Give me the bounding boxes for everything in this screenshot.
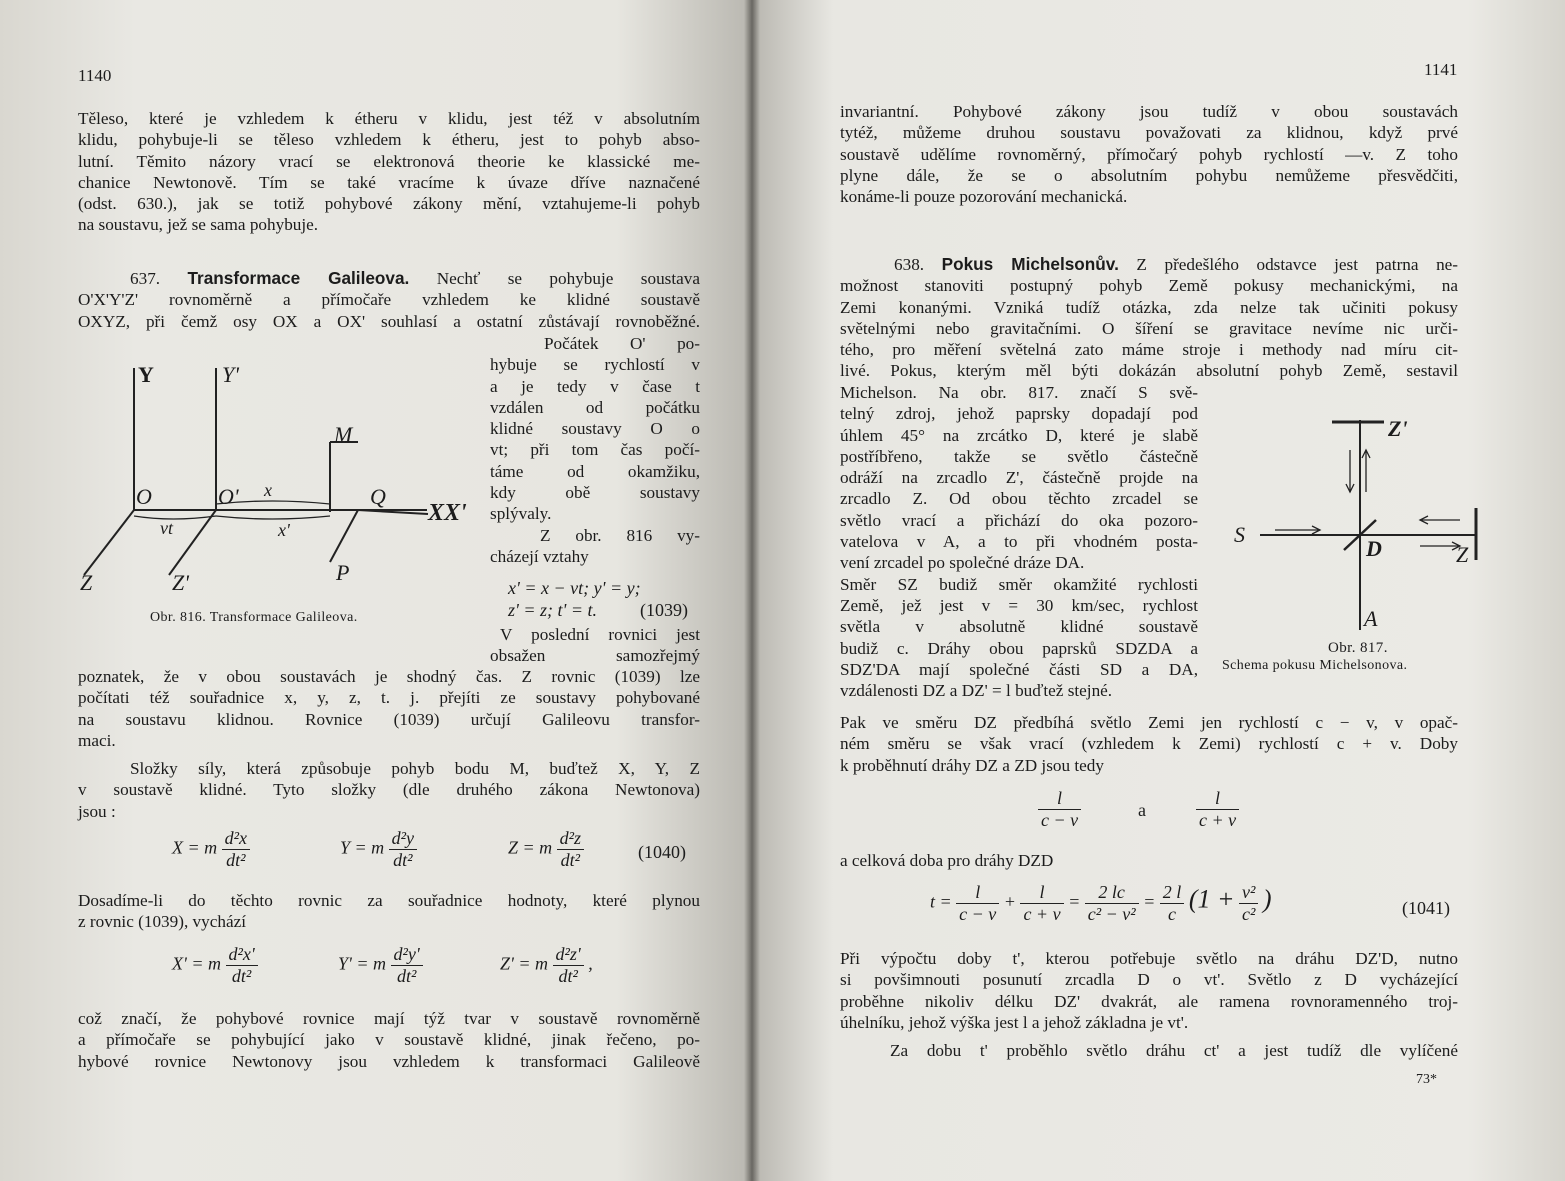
text-line: hybové rovnice Newtonovy jsou vzhledem k transformaci Galileově [78,1051,700,1071]
section-638 [840,254,1458,382]
equation-1040-x [172,828,250,871]
eq-lhs: Z' = m [500,953,549,974]
text-line: Pak ve směru DZ předbíhá světlo Zemi jen rychlostí c − v, v opač- [840,713,1458,732]
text-line: tytéž, můžeme druhou soustavu považovati za klidnou, když prvé [840,123,1458,143]
figure-817 [1220,400,1490,640]
text-line: konáme-li pouze pozorování mechanická. [840,187,1128,207]
label-d: D [1366,536,1382,561]
section-title: Pokus Michelsonův. [941,254,1119,274]
text-line: lutní. Těmito názory vrací se elektronová theorie ke klassické me- [78,151,700,171]
section-number: 637. [130,269,161,288]
book-gutter [744,0,760,1181]
label-xx-prime: XX' [428,500,467,526]
text-line: Složky síly, která způsobuje pohyb bodu M, buďtež X, Y, Z [130,759,700,778]
paren-open: (1 + [1188,884,1235,914]
denominator: dt² [393,850,413,870]
denominator: dt² [396,966,417,986]
text-line: V poslední rovnici jest [500,625,700,644]
label-y-prime: Y' [222,362,239,387]
fraction [1196,788,1239,831]
text-line: vatelova v A, a to při vhodném posta- [840,532,1198,552]
text-line: na soustavu klidnou. Rovnice (1039) určují Galileovu transfor- [78,709,700,729]
left-page [0,0,752,1181]
denominator: c + v [1199,810,1237,830]
fraction [1020,882,1063,925]
denominator: dt² [226,850,246,870]
figure-816-caption: Obr. 816. Transformace Galileova. [150,610,358,625]
numerator: d²x' [226,944,258,966]
numerator: l [956,882,999,904]
numerator: l [1196,788,1239,810]
equation-prime-y [338,944,423,987]
text-line: hybuje se rychlostí v [490,355,700,375]
label-p: P [336,560,350,585]
text-line: světlo vrací a přichází do oka pozoro- [840,510,1198,530]
numerator: d²z [557,828,584,850]
text-line: budiž c. Dráhy obou paprsků SDZDA a [840,638,1198,658]
label-x-prime: x' [278,520,290,540]
equation-1040-number: (1040) [638,842,686,862]
equation-prime-z [500,944,593,987]
text-line: vzdálenosti DZ a DZ' = l buďtež stejné. [840,681,1113,701]
text-line: cházejí vztahy [490,546,589,566]
denominator: c − v [959,904,997,924]
text-line: postříbřeno, takže se světlo částečně [840,446,1198,466]
eq-lhs: t = [930,891,952,912]
axis-z [84,510,134,575]
text-line: O'X'Y'Z' rovnoměrně a přímočaře vzhledem ke klidné soustavě [78,290,700,310]
fraction [222,828,250,871]
text-line: což značí, že pohybové rovnice mají týž tvar v soustavě rovnoměrně [78,1009,700,1028]
figure-817-caption-1: Obr. 817. [1328,640,1388,656]
text-line: SDZ'DA mají společné části SD a DA, [840,659,1198,679]
eq-lhs: Y = m [340,837,385,858]
text-line: a celková doba pro dráhy DZD [840,851,1054,870]
text-line: obsažen samozřejmý [490,646,700,666]
paren-close: ) [1262,884,1272,914]
denominator: dt² [558,966,578,986]
equation-1041 [930,882,1272,925]
text-line: světla v absolutně klidné soustavě [840,617,1198,637]
label-y: Y [138,362,154,387]
text-line: zrcadlo Z. Od obou těchto zrcadel se [840,489,1198,509]
label-o: O [136,484,152,509]
line-p [330,510,358,562]
text-line: Dosadíme-li do těchto rovnic za souřadnice hodnoty, které plynou [78,891,700,910]
text-line: splývaly. [490,504,552,524]
label-vt: vt [160,518,173,538]
fraction [1239,882,1258,925]
text-line: ném směru se však vrací (vzhledem k Zemi) rychlostí c + v. Doby [840,734,1458,754]
paragraph-side [490,333,700,567]
section-lead: Nechť se pohybuje soustava [436,269,700,288]
label-x: x [264,480,272,500]
equation-1040-y [340,828,417,871]
paragraph-final [840,1040,1458,1061]
paragraph-mirror-shift [840,948,1458,1033]
text-line: invariantní. Pohybové zákony jsou tudíž v obou soustavách [840,102,1458,121]
label-z: Z [1456,542,1469,567]
text-line: Z obr. 816 vy- [540,525,700,545]
numerator: 2 lc [1085,882,1139,904]
fraction [1160,882,1185,925]
word-a: a [1138,800,1146,820]
figure-816 [72,350,492,635]
text-line: odráží na zrcadlo Z', částečně projde na [840,468,1198,488]
text-line: tého, pro měření světelná zato máme stroje i methody nad míru cit- [840,340,1458,360]
text-line: vzdálen od počátku [490,397,700,417]
numerator: d²y' [391,944,423,966]
text-line: maci. [78,730,116,750]
denominator: c² − v² [1087,904,1136,924]
text-line: si povšimnouti posunutí zrcadla D o vt'. Světlo z D vycházející [840,970,1458,990]
eq-lhs: Y' = m [338,953,387,974]
fraction [553,944,584,987]
denominator: dt² [560,850,581,870]
eq-lhs: X' = m [172,953,221,974]
equation-1039-number: (1039) [640,600,688,620]
denominator: c² [1242,904,1256,924]
label-o-prime: O' [218,484,239,509]
brace-vt [134,516,216,519]
label-q: Q [370,484,386,509]
equation-prime-x [172,944,258,987]
numerator: d²z' [553,944,584,966]
section-637 [78,268,700,332]
equation-1039-line2: z' = z; t' = t. [508,600,597,620]
denominator: dt² [231,966,252,986]
operator: = [1143,891,1156,912]
paragraph-intro [78,108,700,236]
equation-1039-line1: x' = x − vt; y' = y; [508,578,641,598]
text-line: na soustavu, jež se sama pohybuje. [78,215,319,235]
equation-1041-number: (1041) [1402,898,1450,918]
text-line: Těleso, které je vzhledem k étheru v klidu, jest též v absolutním [78,109,700,128]
operator: = [1068,891,1081,912]
label-z-prime: Z' [172,570,189,595]
eq-lhs: Z = m [508,837,553,858]
label-m: M [334,422,353,447]
text-line: livé. Pokus, kterým měl býti dokázán absolutní pohyb Země, sestavil [840,361,1458,381]
text-line: úhlem 45° na zrcátko D, které je slabě [840,425,1198,445]
fraction [1038,788,1081,831]
text-line: táme od okamžiku, [490,461,700,481]
text-line: kdy obě soustavy [490,483,700,503]
text-line: Michelson. Na obr. 817. značí S svě- [840,383,1198,402]
paragraph-speeds [840,712,1458,776]
fraction [1085,882,1139,925]
text-line: telný zdroj, jehož paprsky dopadají pod [840,404,1198,424]
text-line: možnost stanoviti postupný pohyb Země pokusy mechanickými, na [840,276,1458,296]
text-line: proběhne nikoliv délku DZ' dvakrát, ale ramena rovnoramenného troj- [840,991,1458,1011]
text-line: a přímočaře se pohybující jako v soustavě klidné, jinak řečeno, po- [78,1030,700,1050]
paragraph-forces [78,758,700,822]
paragraph-substitute [78,890,700,933]
paragraph-invariant [840,101,1458,207]
fraction [391,944,423,987]
fraction [956,882,999,925]
denominator: c [1168,904,1177,924]
axis-z-prime [169,510,216,575]
text-line: Počátek O' po- [544,334,700,353]
paragraph-galilean-time [78,666,700,751]
text-line: OXYZ, při čemž osy OX a OX' souhlasí a ostatní zůstávají rovnoběžné. [78,311,700,331]
numerator: 2 l [1160,882,1185,904]
right-page [752,0,1565,1181]
text-line: soustavě udělíme rovnoměrný, přímočarý pohyb rychlostí —v. Z toho [840,144,1458,164]
text-line: poznatek, že v obou soustavách je shodný čas. Z rovnic (1039) lze [78,667,700,686]
fraction [226,944,258,987]
fraction-c-minus-v [1038,788,1081,831]
fraction [389,828,417,871]
label-z: Z [80,570,93,595]
label-a: A [1364,606,1378,631]
numerator: d²y [389,828,417,850]
section-title: Transformace Galileova. [187,268,410,288]
text-line: vt; při tom čas počí- [490,440,700,460]
text-line: klidné soustavy O o [490,419,700,439]
text-line [840,254,1458,275]
text-line: (odst. 630.), jak se totiž pohybové zákony mění, vztahujeme-li pohyb [78,194,700,214]
text-line: Směr SZ budiž směr okamžité rychlosti [840,574,1198,594]
section-number: 638. [894,255,925,274]
text-line: Při výpočtu doby t', kterou potřebuje světlo na dráhu DZ'D, nutno [840,949,1458,968]
fraction-c-plus-v [1196,788,1239,831]
page-number: 1141 [1424,60,1458,79]
label-z-prime: Z' [1388,416,1408,441]
denominator: c − v [1041,810,1079,830]
numerator: v² [1239,882,1258,904]
figure-817-caption-2: Schema pokusu Michelsonova. [1222,658,1408,673]
text-line: Za dobu t' proběhlo světlo dráhu ct' a jest tudíž dle vylíčené [890,1041,1458,1060]
text-line: jsou : [78,801,116,821]
eq-tail: , [588,953,593,974]
brace-x-prime [216,516,330,519]
section-lead: Z předešlého odstavce jest patrna ne- [1136,255,1459,274]
text-line: počítati též souřadnice x, y, z, t. j. přejíti ze soustavy pohybované [78,688,700,708]
text-line: vení zrcadel po společné dráze DA. [840,553,1085,573]
text-line [78,268,700,289]
numerator: l [1020,882,1063,904]
text-line: Zemi konanými. Vzniká tudíž otázka, zda nelze tak učiniti pokusy [840,297,1458,317]
page-number: 1140 [78,66,112,85]
text-line: Země, jež jest v = 30 km/sec, rychlost [840,595,1198,615]
text-line: světelnými nebo gravitačními. O šíření se gravitace nevíme nic urči- [840,318,1458,338]
text-line: k proběhnutí dráhy DZ a ZD jsou tedy [840,755,1104,775]
equation-1040-z [508,828,584,871]
text-line: klidu, pohybuje-li se těleso vzhledem k étheru, jest to pohyb abso- [78,130,700,150]
text-line: plyne dále, že se o absolutním pohybu nemůžeme přesvědčiti, [840,165,1458,185]
paragraph-michelson [840,382,1198,701]
text-line: v soustavě klidné. Tyto složky (dle druhého zákona Newtonova) [78,780,700,800]
numerator: l [1038,788,1081,810]
operator: + [1003,891,1016,912]
text-line: úhelníku, jehož výška jest l a jehož základna je vt'. [840,1012,1189,1032]
text-line: a je tedy v čase t [490,376,700,396]
paragraph-total-time [840,850,1458,871]
signature-mark: 73* [1416,1072,1437,1087]
paragraph-invariance [78,1008,700,1072]
denominator: c + v [1023,904,1061,924]
eq-lhs: X = m [172,837,218,858]
paragraph-side-after [490,624,700,667]
text-line: z rovnic (1039), vychází [78,912,246,932]
label-s: S [1234,522,1245,547]
numerator: d²x [222,828,250,850]
text-line: chanice Newtonově. Tím se také vracíme k úvaze dříve naznačené [78,172,700,192]
fraction [557,828,584,871]
